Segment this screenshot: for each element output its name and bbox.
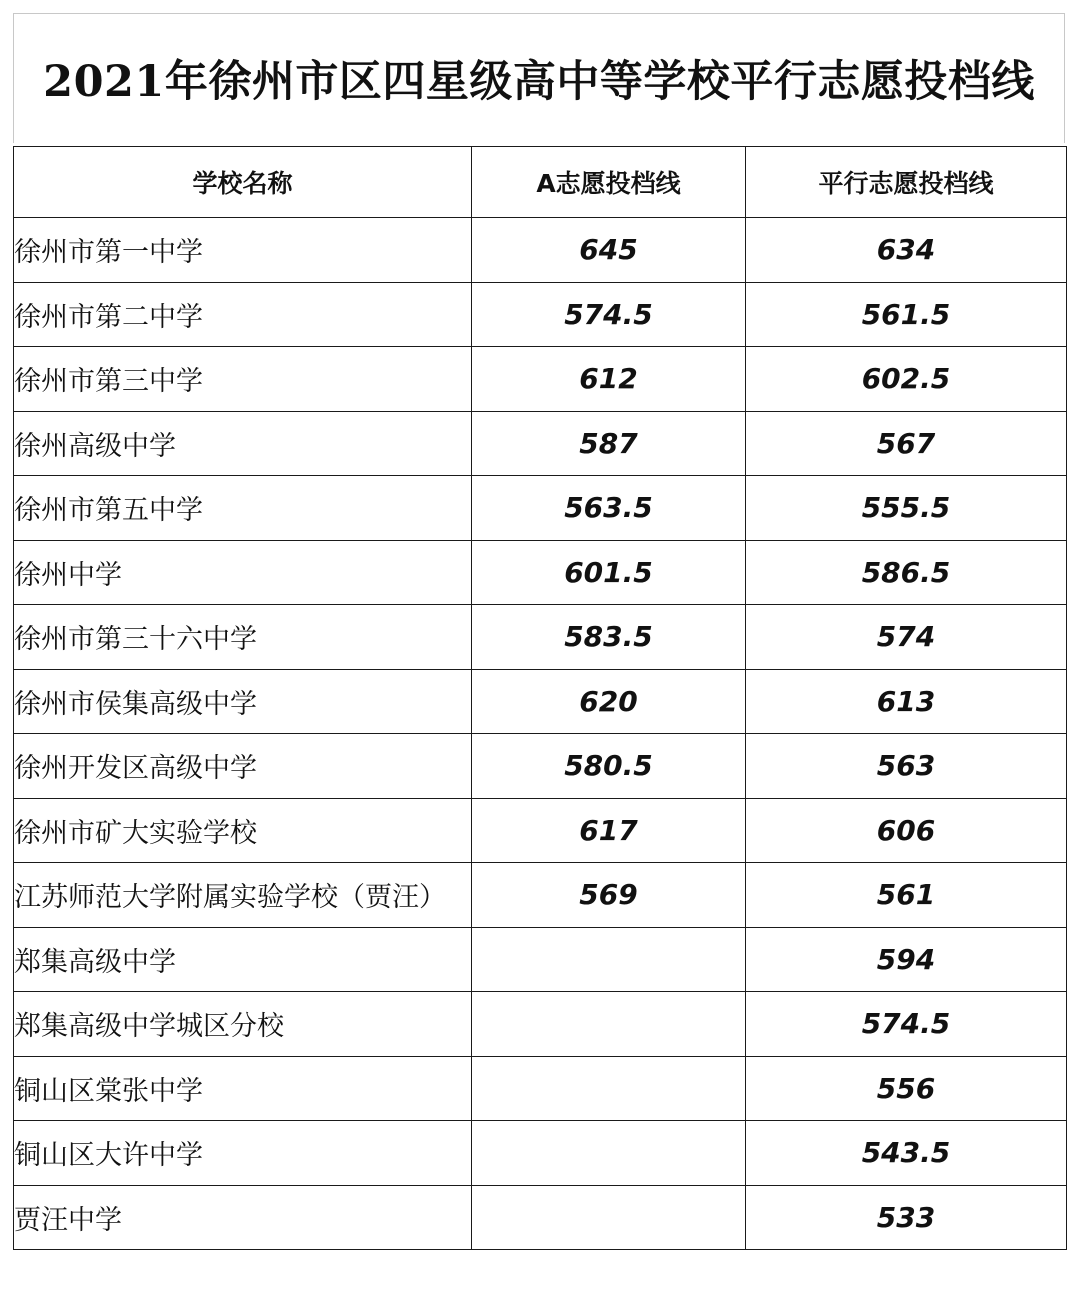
a-score-cell: 580.5 <box>472 734 746 799</box>
title-box <box>13 13 1065 143</box>
parallel-score-cell: 574 <box>746 605 1067 670</box>
school-name-cell: 铜山区棠张中学 <box>14 1056 472 1121</box>
table-row <box>14 476 1067 541</box>
school-name-cell: 江苏师范大学附属实验学校（贾汪） <box>14 863 472 928</box>
school-name-cell: 徐州市第三中学 <box>14 347 472 412</box>
header-school-name: 学校名称 <box>14 147 472 218</box>
parallel-score-cell: 556 <box>746 1056 1067 1121</box>
a-score-cell <box>472 1056 746 1121</box>
table-row <box>14 411 1067 476</box>
school-name-cell: 徐州市第五中学 <box>14 476 472 541</box>
table-row <box>14 218 1067 283</box>
table-row <box>14 927 1067 992</box>
a-score-cell <box>472 992 746 1057</box>
table-row <box>14 863 1067 928</box>
table-row <box>14 347 1067 412</box>
school-name-cell: 徐州市第三十六中学 <box>14 605 472 670</box>
table-row <box>14 734 1067 799</box>
table-row <box>14 992 1067 1057</box>
a-score-cell: 601.5 <box>472 540 746 605</box>
table-row <box>14 798 1067 863</box>
a-score-cell: 645 <box>472 218 746 283</box>
table-body <box>14 218 1067 1250</box>
a-score-cell <box>472 1121 746 1186</box>
table-row <box>14 1185 1067 1250</box>
table-row <box>14 1056 1067 1121</box>
a-score-cell: 569 <box>472 863 746 928</box>
a-score-cell: 583.5 <box>472 605 746 670</box>
parallel-score-cell: 567 <box>746 411 1067 476</box>
school-name-cell: 贾汪中学 <box>14 1185 472 1250</box>
school-name-cell: 徐州开发区高级中学 <box>14 734 472 799</box>
a-score-cell: 563.5 <box>472 476 746 541</box>
a-score-cell: 587 <box>472 411 746 476</box>
parallel-score-cell: 606 <box>746 798 1067 863</box>
header-a-score: A志愿投档线 <box>472 147 746 218</box>
school-name-cell: 徐州市第二中学 <box>14 282 472 347</box>
header-parallel-score: 平行志愿投档线 <box>746 147 1067 218</box>
table-header-row <box>14 147 1067 218</box>
school-name-cell: 铜山区大许中学 <box>14 1121 472 1186</box>
table-row <box>14 1121 1067 1186</box>
parallel-score-cell: 561.5 <box>746 282 1067 347</box>
parallel-score-cell: 602.5 <box>746 347 1067 412</box>
a-score-cell <box>472 927 746 992</box>
school-name-cell: 徐州中学 <box>14 540 472 605</box>
parallel-score-cell: 634 <box>746 218 1067 283</box>
admission-score-table <box>13 146 1067 1250</box>
parallel-score-cell: 543.5 <box>746 1121 1067 1186</box>
school-name-cell: 郑集高级中学城区分校 <box>14 992 472 1057</box>
parallel-score-cell: 561 <box>746 863 1067 928</box>
school-name-cell: 徐州市第一中学 <box>14 218 472 283</box>
a-score-cell: 617 <box>472 798 746 863</box>
a-score-cell: 612 <box>472 347 746 412</box>
table-row <box>14 605 1067 670</box>
school-name-cell: 徐州高级中学 <box>14 411 472 476</box>
table-row <box>14 282 1067 347</box>
parallel-score-cell: 533 <box>746 1185 1067 1250</box>
page-title: 2021年徐州市区四星级高中等学校平行志愿投档线 <box>43 57 1035 107</box>
parallel-score-cell: 574.5 <box>746 992 1067 1057</box>
parallel-score-cell: 563 <box>746 734 1067 799</box>
a-score-cell: 574.5 <box>472 282 746 347</box>
school-name-cell: 徐州市矿大实验学校 <box>14 798 472 863</box>
parallel-score-cell: 594 <box>746 927 1067 992</box>
parallel-score-cell: 586.5 <box>746 540 1067 605</box>
parallel-score-cell: 555.5 <box>746 476 1067 541</box>
a-score-cell: 620 <box>472 669 746 734</box>
school-name-cell: 徐州市侯集高级中学 <box>14 669 472 734</box>
a-score-cell <box>472 1185 746 1250</box>
parallel-score-cell: 613 <box>746 669 1067 734</box>
table-row <box>14 540 1067 605</box>
school-name-cell: 郑集高级中学 <box>14 927 472 992</box>
table-row <box>14 669 1067 734</box>
